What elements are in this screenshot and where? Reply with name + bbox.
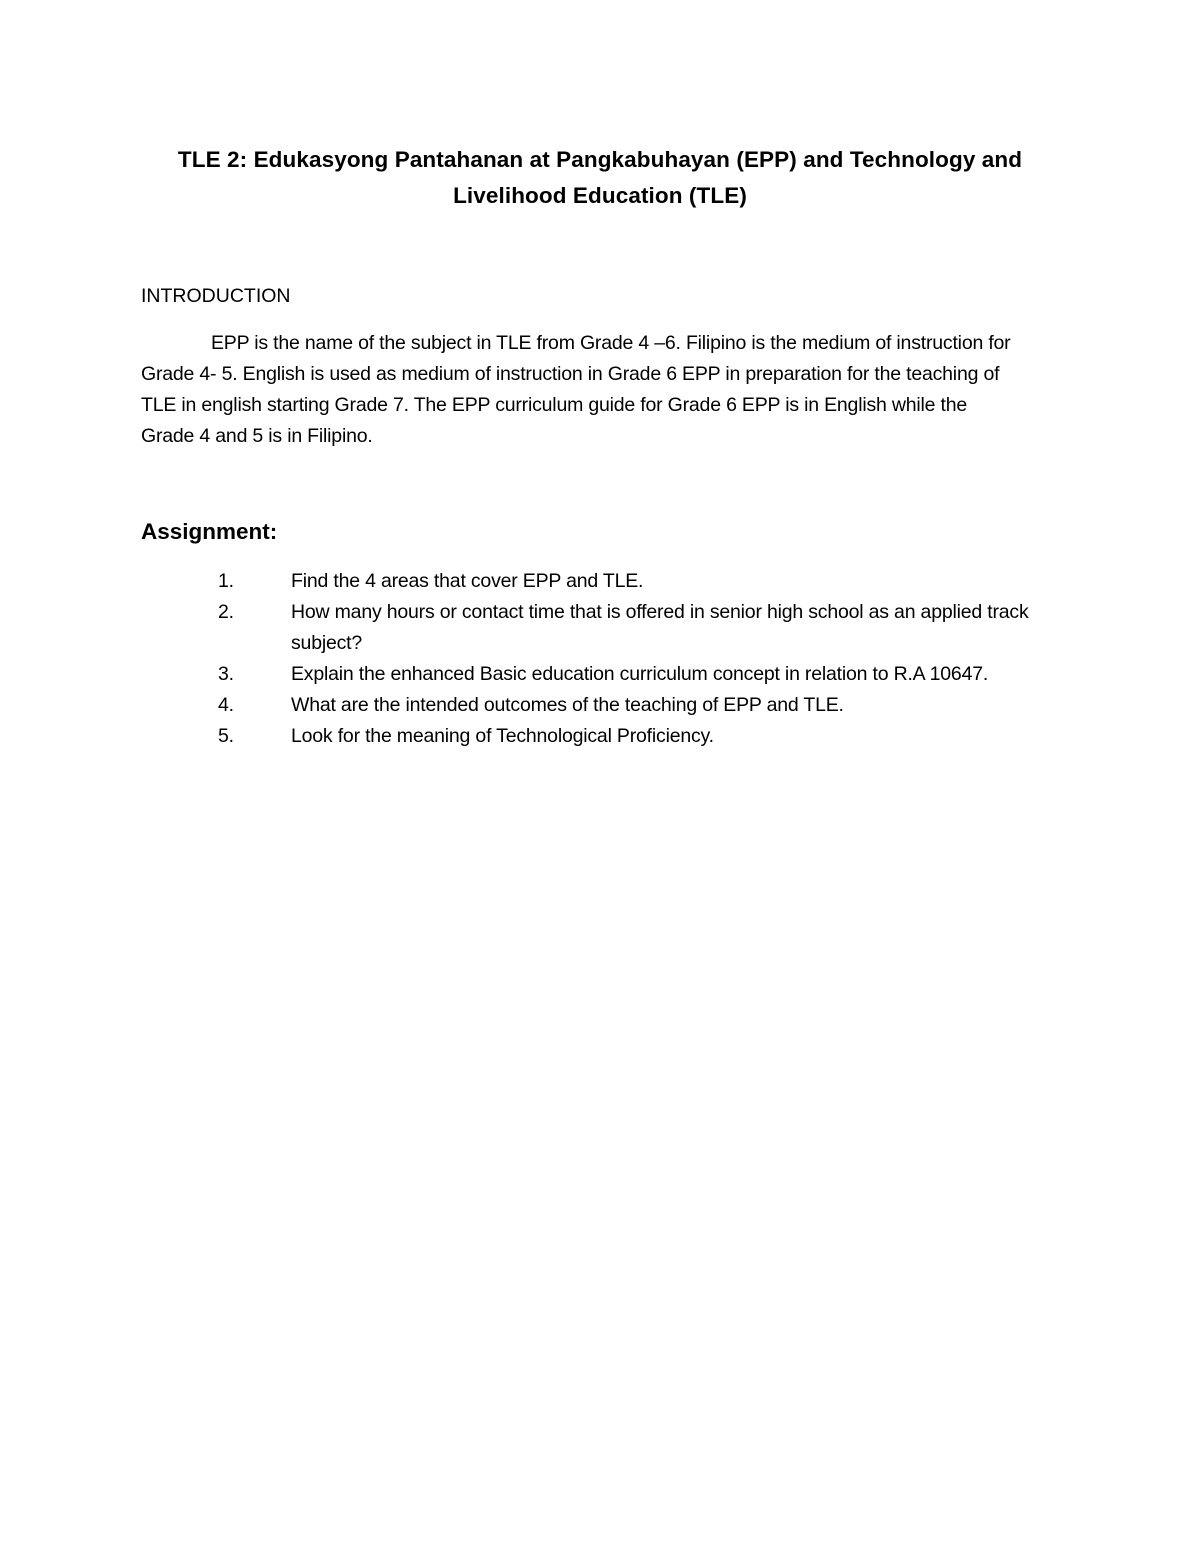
list-item-text: Explain the enhanced Basic education curriculum concept in relation to R.A 10647. — [291, 663, 989, 685]
list-item-text: How many hours or contact time that is offered in senior high school as an applied track subject? — [291, 601, 1029, 654]
assignment-item-5 — [141, 721, 1051, 752]
list-item-text: What are the intended outcomes of the teaching of EPP and TLE. — [291, 694, 844, 716]
document-title: TLE 2: Edukasyong Pantahanan at Pangkabuhayan (EPP) and Technology and Livelihood Education (TLE) — [177, 147, 1023, 208]
introduction-heading: INTRODUCTION — [141, 285, 291, 307]
assignment-heading: Assignment: — [141, 519, 278, 544]
list-item-text: Find the 4 areas that cover EPP and TLE. — [291, 570, 644, 592]
list-number: 2. — [218, 601, 234, 623]
assignment-item-1 — [141, 566, 1051, 597]
assignment-item-4 — [141, 690, 1051, 721]
list-number: 3. — [218, 663, 234, 685]
list-number: 1. — [218, 570, 234, 592]
list-item-text: Look for the meaning of Technological Proficiency. — [291, 725, 714, 747]
list-number: 4. — [218, 694, 234, 716]
assignment-item-2 — [141, 597, 1051, 659]
assignment-item-3 — [141, 659, 1051, 690]
assignment-list — [141, 566, 1051, 752]
introduction-paragraph: EPP is the name of the subject in TLE from Grade 4 –6. Filipino is the medium of instruction for Grade 4- 5. English is used as medium of instruction in Grade 6 EPP in preparation for the teaching of TLE in english starting Grade 7. The EPP curriculum guide for Grade 6 EPP is in English while the Grade 4 and 5 is in Filipino. — [141, 332, 1011, 447]
list-number: 5. — [218, 725, 234, 747]
